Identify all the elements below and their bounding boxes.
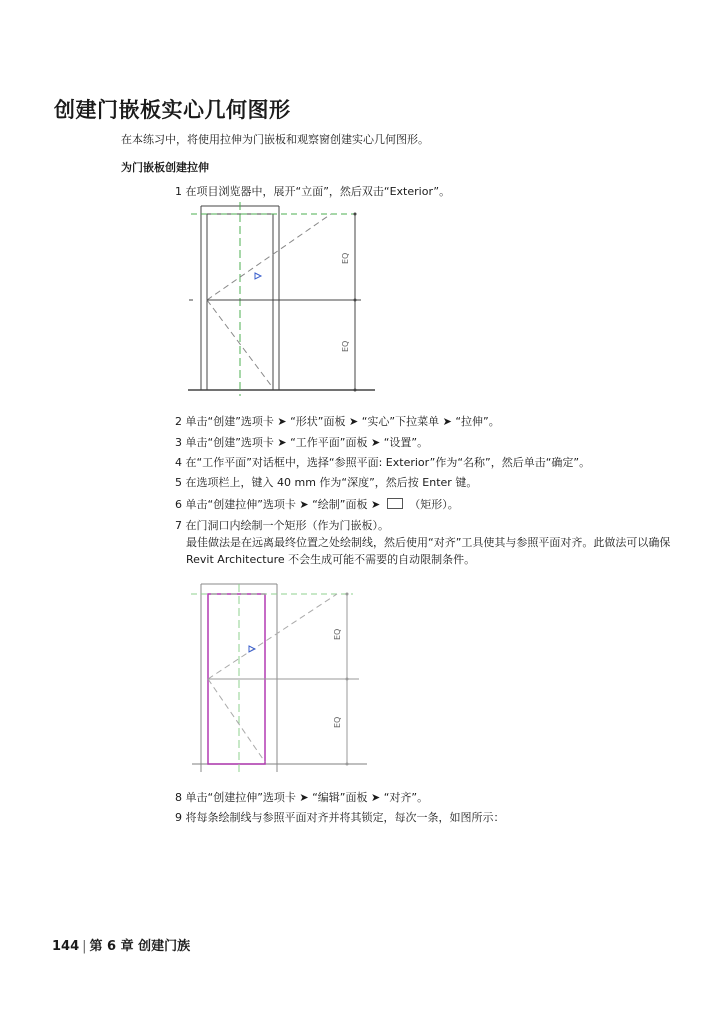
intro-text: 在本练习中，将使用拉伸为门嵌板和观察窗创建实心几何图形。 [121, 133, 429, 146]
step-9: 9 将每条绘制线与参照平面对齐并将其锁定，每次一条，如图所示： [175, 811, 505, 824]
step-3: 3 单击“创建”选项卡 ➤ “工作平面”面板 ➤ “设置”。 [175, 436, 429, 449]
section-subheading: 为门嵌板创建拉伸 [121, 161, 209, 174]
direction-arrow-icon [249, 646, 255, 652]
step-7: 7 在门洞口内绘制一个矩形（作为门嵌板）。 [175, 519, 389, 532]
page-title: 创建门嵌板实心几何图形 [54, 98, 291, 122]
step-1: 1 在项目浏览器中，展开“立面”，然后双击“Exterior”。 [175, 185, 451, 198]
step-5: 5 在选项栏上，键入 40 mm 作为“深度”，然后按 Enter 键。 [175, 476, 478, 489]
eq-label-bottom: EQ [341, 340, 350, 352]
rectangle-icon [387, 498, 403, 509]
page-number: 144 [52, 939, 80, 954]
step-8: 8 单击“创建拉伸”选项卡 ➤ “编辑”面板 ➤ “对齐”。 [175, 791, 429, 804]
eq-label-bottom-2: EQ [333, 716, 342, 728]
step-6-after: （矩形）。 [409, 498, 459, 511]
chapter-title: 第 6 章 创建门族 [89, 939, 191, 954]
door-elevation-diagram-1 [183, 200, 383, 400]
eq-label-top: EQ [341, 252, 350, 264]
eq-label-top-2: EQ [333, 628, 342, 640]
step-6-before: 6 单击“创建拉伸”选项卡 ➤ “绘制”面板 ➤ [175, 498, 381, 511]
step-6 [175, 496, 459, 512]
best-practice-note: 最佳做法是在远离最终位置之处绘制线，然后使用“对齐”工具使其与参照平面对齐。此做法可以确保 Revit Architecture 不会生成可能不需要的自动限制条件。 [186, 536, 671, 566]
step-2: 2 单击“创建”选项卡 ➤ “形状”面板 ➤ “实心”下拉菜单 ➤ “拉伸”。 [175, 415, 500, 428]
direction-arrow-icon [255, 273, 261, 279]
door-elevation-diagram-2 [187, 582, 377, 777]
step-4: 4 在“工作平面”对话框中，选择“参照平面: Exterior”作为“名称”，然后单击“确定”。 [175, 456, 591, 469]
page-footer: 144 | 第 6 章 创建门族 [52, 939, 191, 954]
